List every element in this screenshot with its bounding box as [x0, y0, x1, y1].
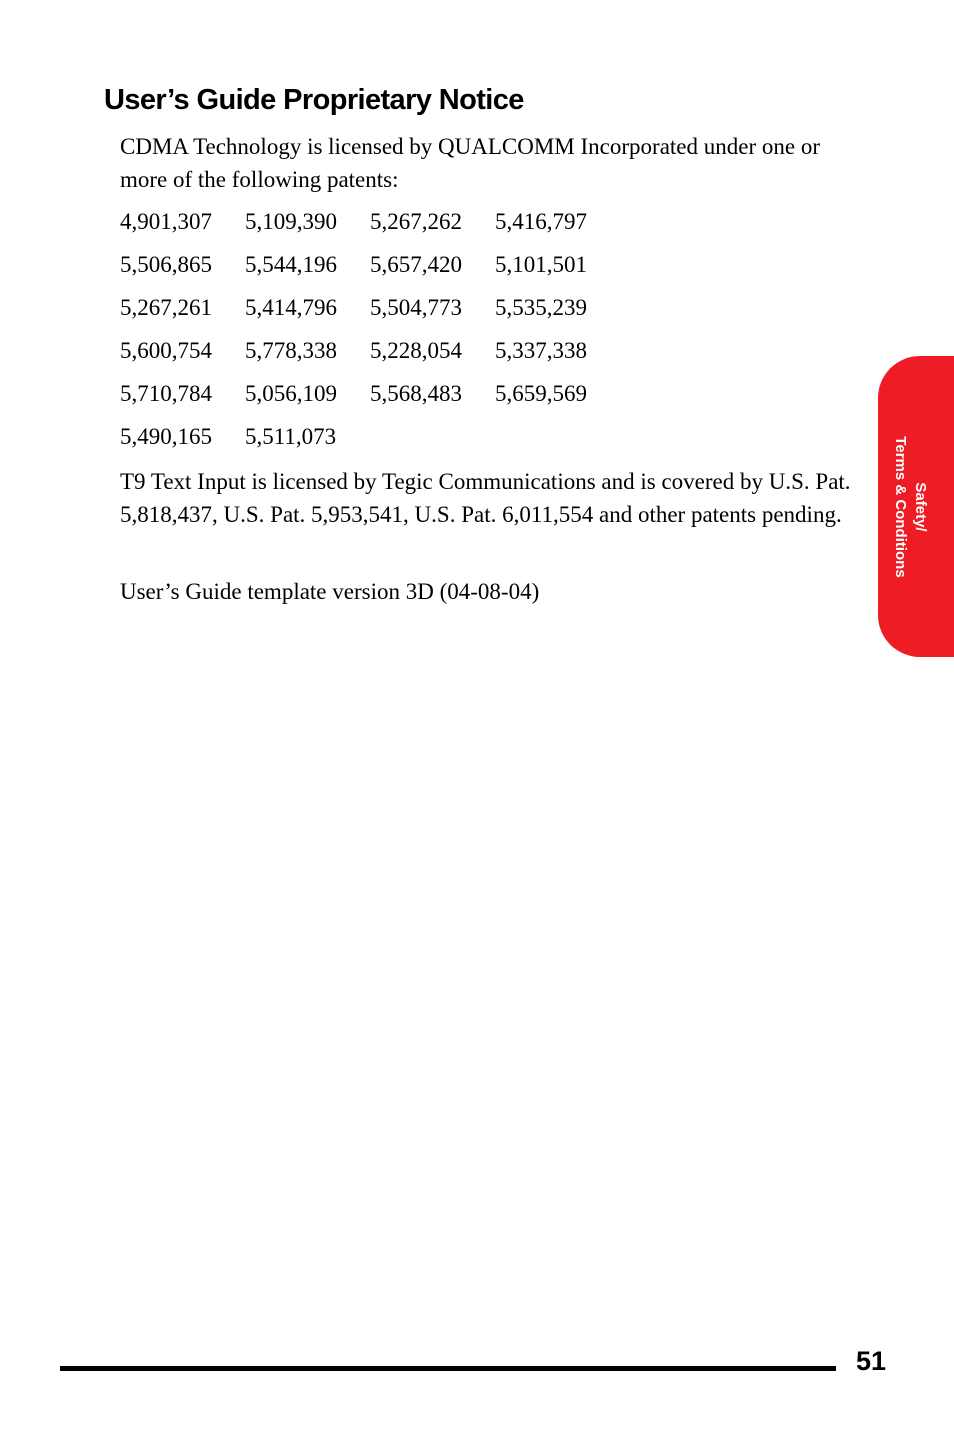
- patent-number: 5,778,338: [245, 338, 337, 363]
- patent-row: [120, 333, 620, 376]
- patent-number: 5,416,797: [495, 209, 587, 234]
- section-tab-label-line2: Terms & Conditions: [892, 436, 909, 578]
- patent-row: [120, 290, 620, 333]
- t9-license-paragraph: T9 Text Input is licensed by Tegic Communications and is covered by U.S. Pat. 5,818,437, U.S. Pat. 5,953,541, U.S. Pat. 6,011,554 and other patents pending.: [120, 469, 851, 527]
- section-tab-label: [890, 436, 930, 577]
- patent-number: 5,568,483: [370, 381, 462, 406]
- patent-row: [120, 247, 620, 290]
- patent-number: 5,337,338: [495, 338, 587, 363]
- patent-row: [120, 204, 620, 247]
- patent-number: 5,600,754: [120, 338, 212, 363]
- patent-number: 5,659,569: [495, 381, 587, 406]
- patent-number: 5,267,262: [370, 209, 462, 234]
- patent-number: 5,535,239: [495, 295, 587, 320]
- patent-number: 4,901,307: [120, 209, 212, 234]
- patent-number: 5,414,796: [245, 295, 337, 320]
- patent-number: 5,504,773: [370, 295, 462, 320]
- patent-number: 5,657,420: [370, 252, 462, 277]
- page-title: User’s Guide Proprietary Notice: [104, 84, 524, 116]
- patent-number: 5,101,501: [495, 252, 587, 277]
- cdma-license-paragraph: CDMA Technology is licensed by QUALCOMM Incorporated under one or more of the following patents:: [120, 134, 820, 192]
- patent-number: 5,544,196: [245, 252, 337, 277]
- patent-list: [120, 204, 620, 462]
- patent-number: 5,228,054: [370, 338, 462, 363]
- patent-number: 5,267,261: [120, 295, 212, 320]
- template-version-text: User’s Guide template version 3D (04-08-04): [120, 579, 540, 604]
- patent-number: 5,710,784: [120, 381, 212, 406]
- patent-row: [120, 419, 620, 462]
- patent-number: 5,109,390: [245, 209, 337, 234]
- section-tab-label-line1: Safety/: [912, 482, 929, 532]
- footer-rule: [60, 1366, 836, 1371]
- patent-number: 5,511,073: [245, 424, 337, 449]
- page-number: 51: [856, 1346, 887, 1376]
- patent-number: 5,506,865: [120, 252, 212, 277]
- patent-number: 5,056,109: [245, 381, 337, 406]
- patent-row: [120, 376, 620, 419]
- patent-number: 5,490,165: [120, 424, 212, 449]
